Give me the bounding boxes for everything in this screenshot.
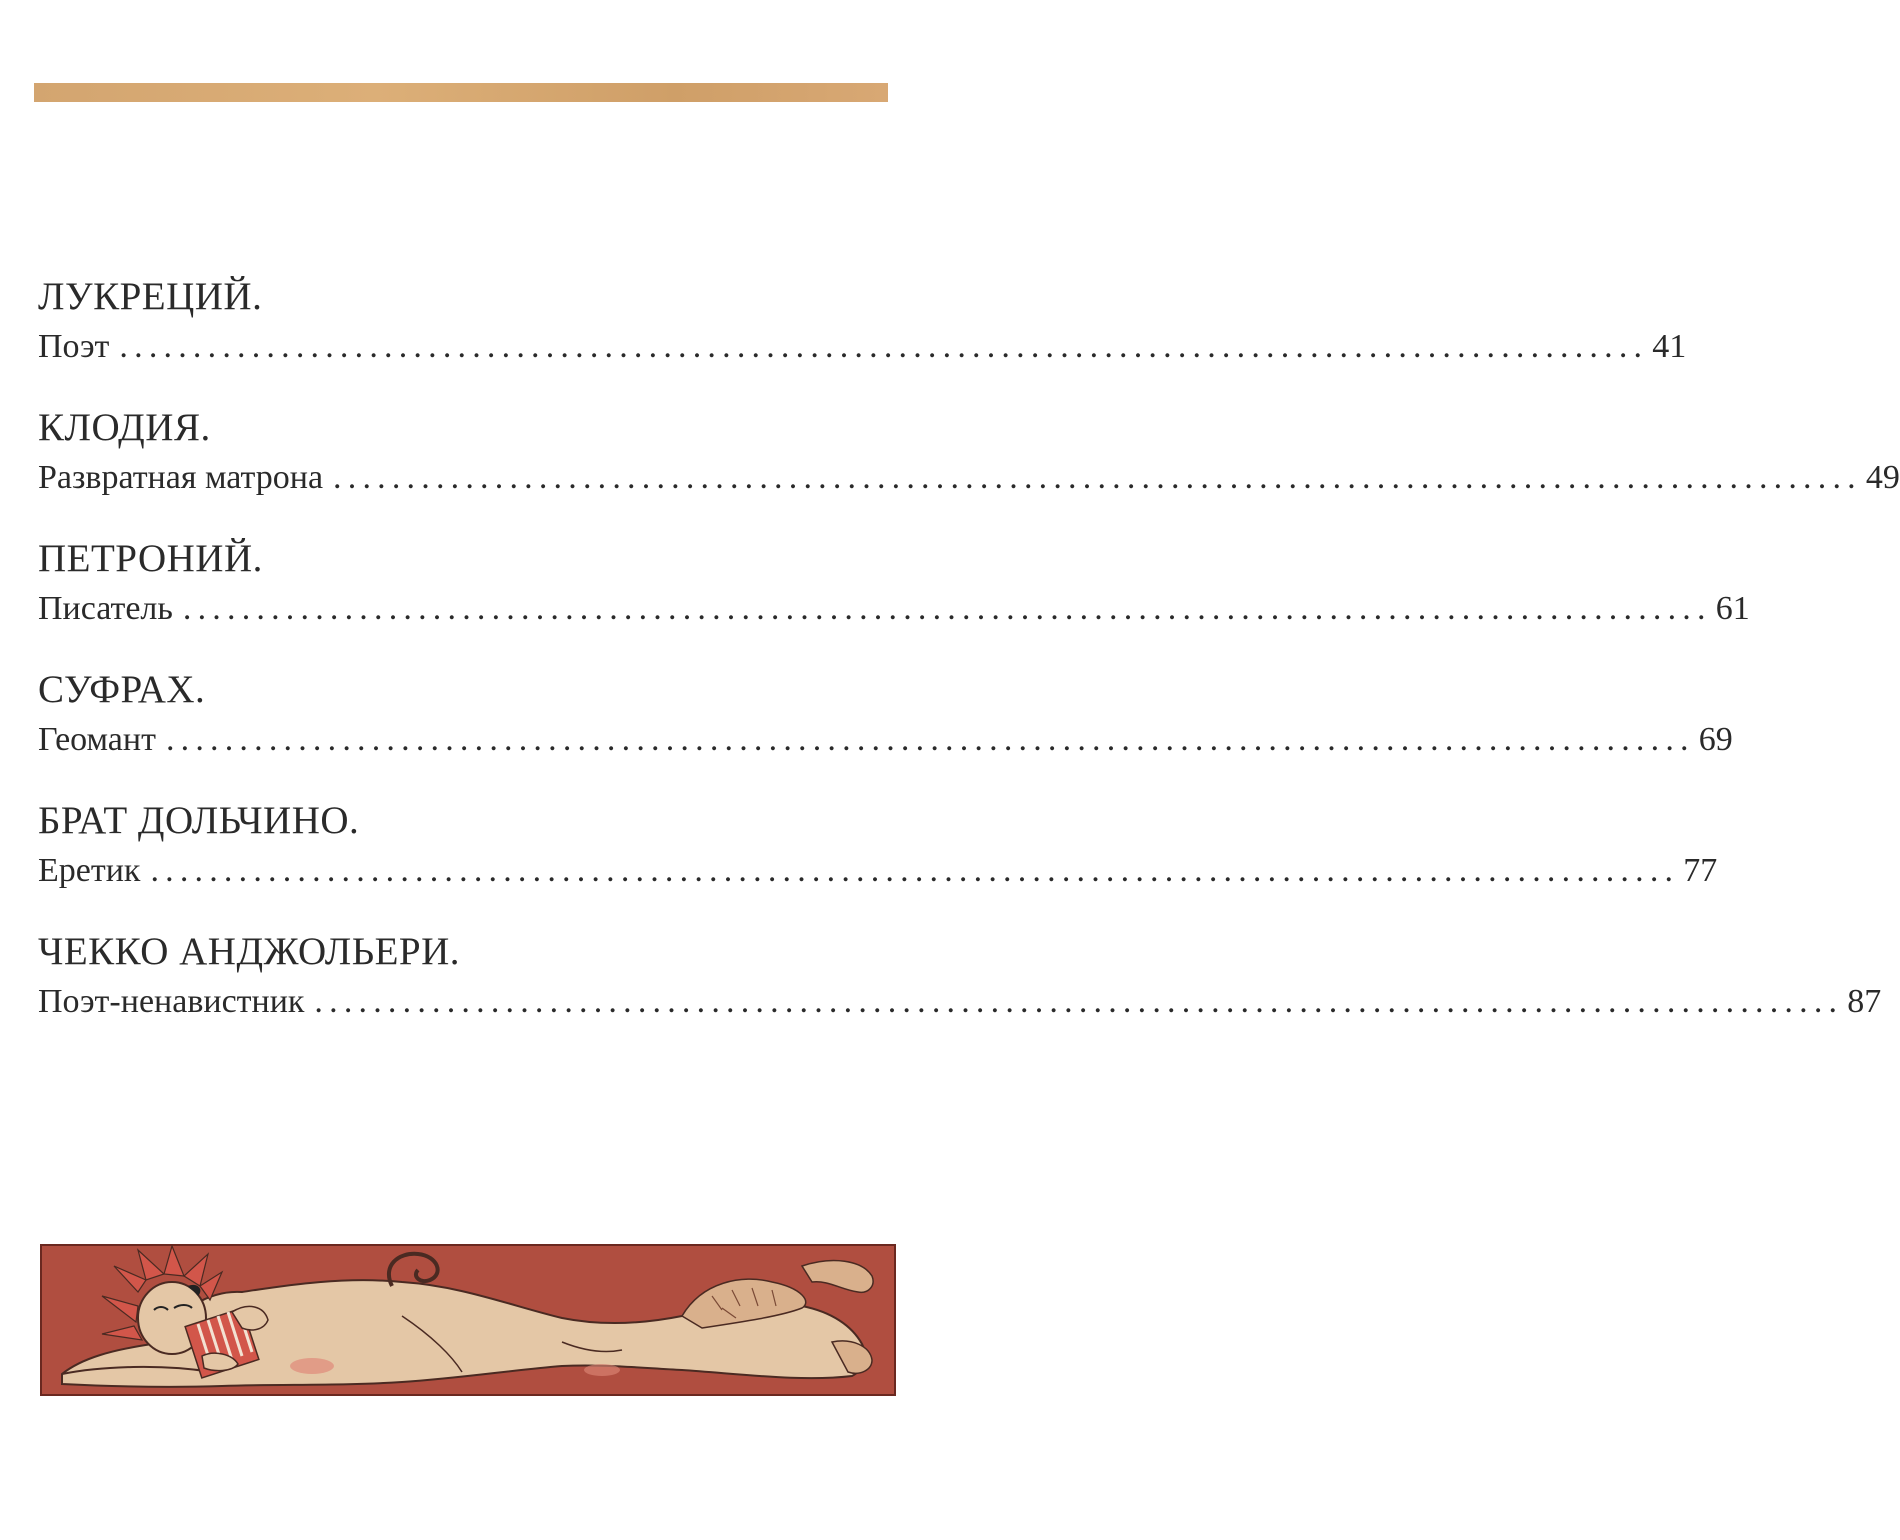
dot-leader: ........................................................................................................: [182, 590, 1712, 627]
table-of-contents: [38, 272, 1900, 1058]
toc-entry-subtitle: Писатель: [38, 590, 173, 627]
toc-entry-line: [38, 324, 1687, 370]
toc-entry[interactable]: [38, 927, 1882, 1058]
toc-entry[interactable]: [38, 403, 1900, 534]
toc-entry-title: БРАТ ДОЛЬЧИНО.: [38, 799, 360, 842]
toc-entry-title: СУФРАХ.: [38, 668, 206, 711]
toc-entry[interactable]: [38, 534, 1750, 665]
dot-leader: ........................................................................................................: [333, 459, 1862, 496]
top-decorative-rule: [34, 83, 888, 102]
toc-entry-line: [38, 848, 1718, 894]
toc-entry-subtitle: Развратная матрона: [38, 459, 324, 496]
toc-entry-subtitle: Геомант: [38, 721, 156, 758]
toc-entry-subtitle: Поэт-ненавистник: [38, 983, 305, 1020]
toc-entry-page-number: 69: [1698, 721, 1733, 758]
toc-entry-title: ЛУКРЕЦИЙ.: [38, 275, 263, 318]
toc-entry-line: [38, 717, 1733, 763]
toc-entry-page-number: 49: [1865, 459, 1900, 496]
faun-illustration-icon: [42, 1246, 894, 1394]
dot-leader: ........................................................................................................: [314, 983, 1844, 1020]
toc-entry-page-number: 61: [1715, 590, 1750, 627]
toc-entry-line: [38, 586, 1750, 632]
toc-entry-line: [38, 455, 1900, 501]
toc-entry-subtitle: Еретик: [38, 852, 141, 889]
reclining-faun-illustration: [40, 1244, 896, 1396]
toc-entry[interactable]: [38, 272, 1687, 403]
toc-entry-title: ЧЕККО АНДЖОЛЬЕРИ.: [38, 930, 461, 973]
toc-entry[interactable]: [38, 796, 1718, 927]
toc-entry[interactable]: [38, 665, 1733, 796]
dot-leader: ........................................................................................................: [165, 721, 1695, 758]
toc-entry-title: ПЕТРОНИЙ.: [38, 537, 263, 580]
dot-leader: ........................................................................................................: [119, 328, 1649, 365]
toc-entry-page-number: 41: [1652, 328, 1687, 365]
dot-leader: ........................................................................................................: [150, 852, 1680, 889]
toc-entry-line: [38, 979, 1882, 1025]
toc-entry-page-number: 77: [1683, 852, 1718, 889]
toc-entry-page-number: 87: [1847, 983, 1882, 1020]
toc-entry-title: КЛОДИЯ.: [38, 406, 211, 449]
toc-entry-subtitle: Поэт: [38, 328, 110, 365]
